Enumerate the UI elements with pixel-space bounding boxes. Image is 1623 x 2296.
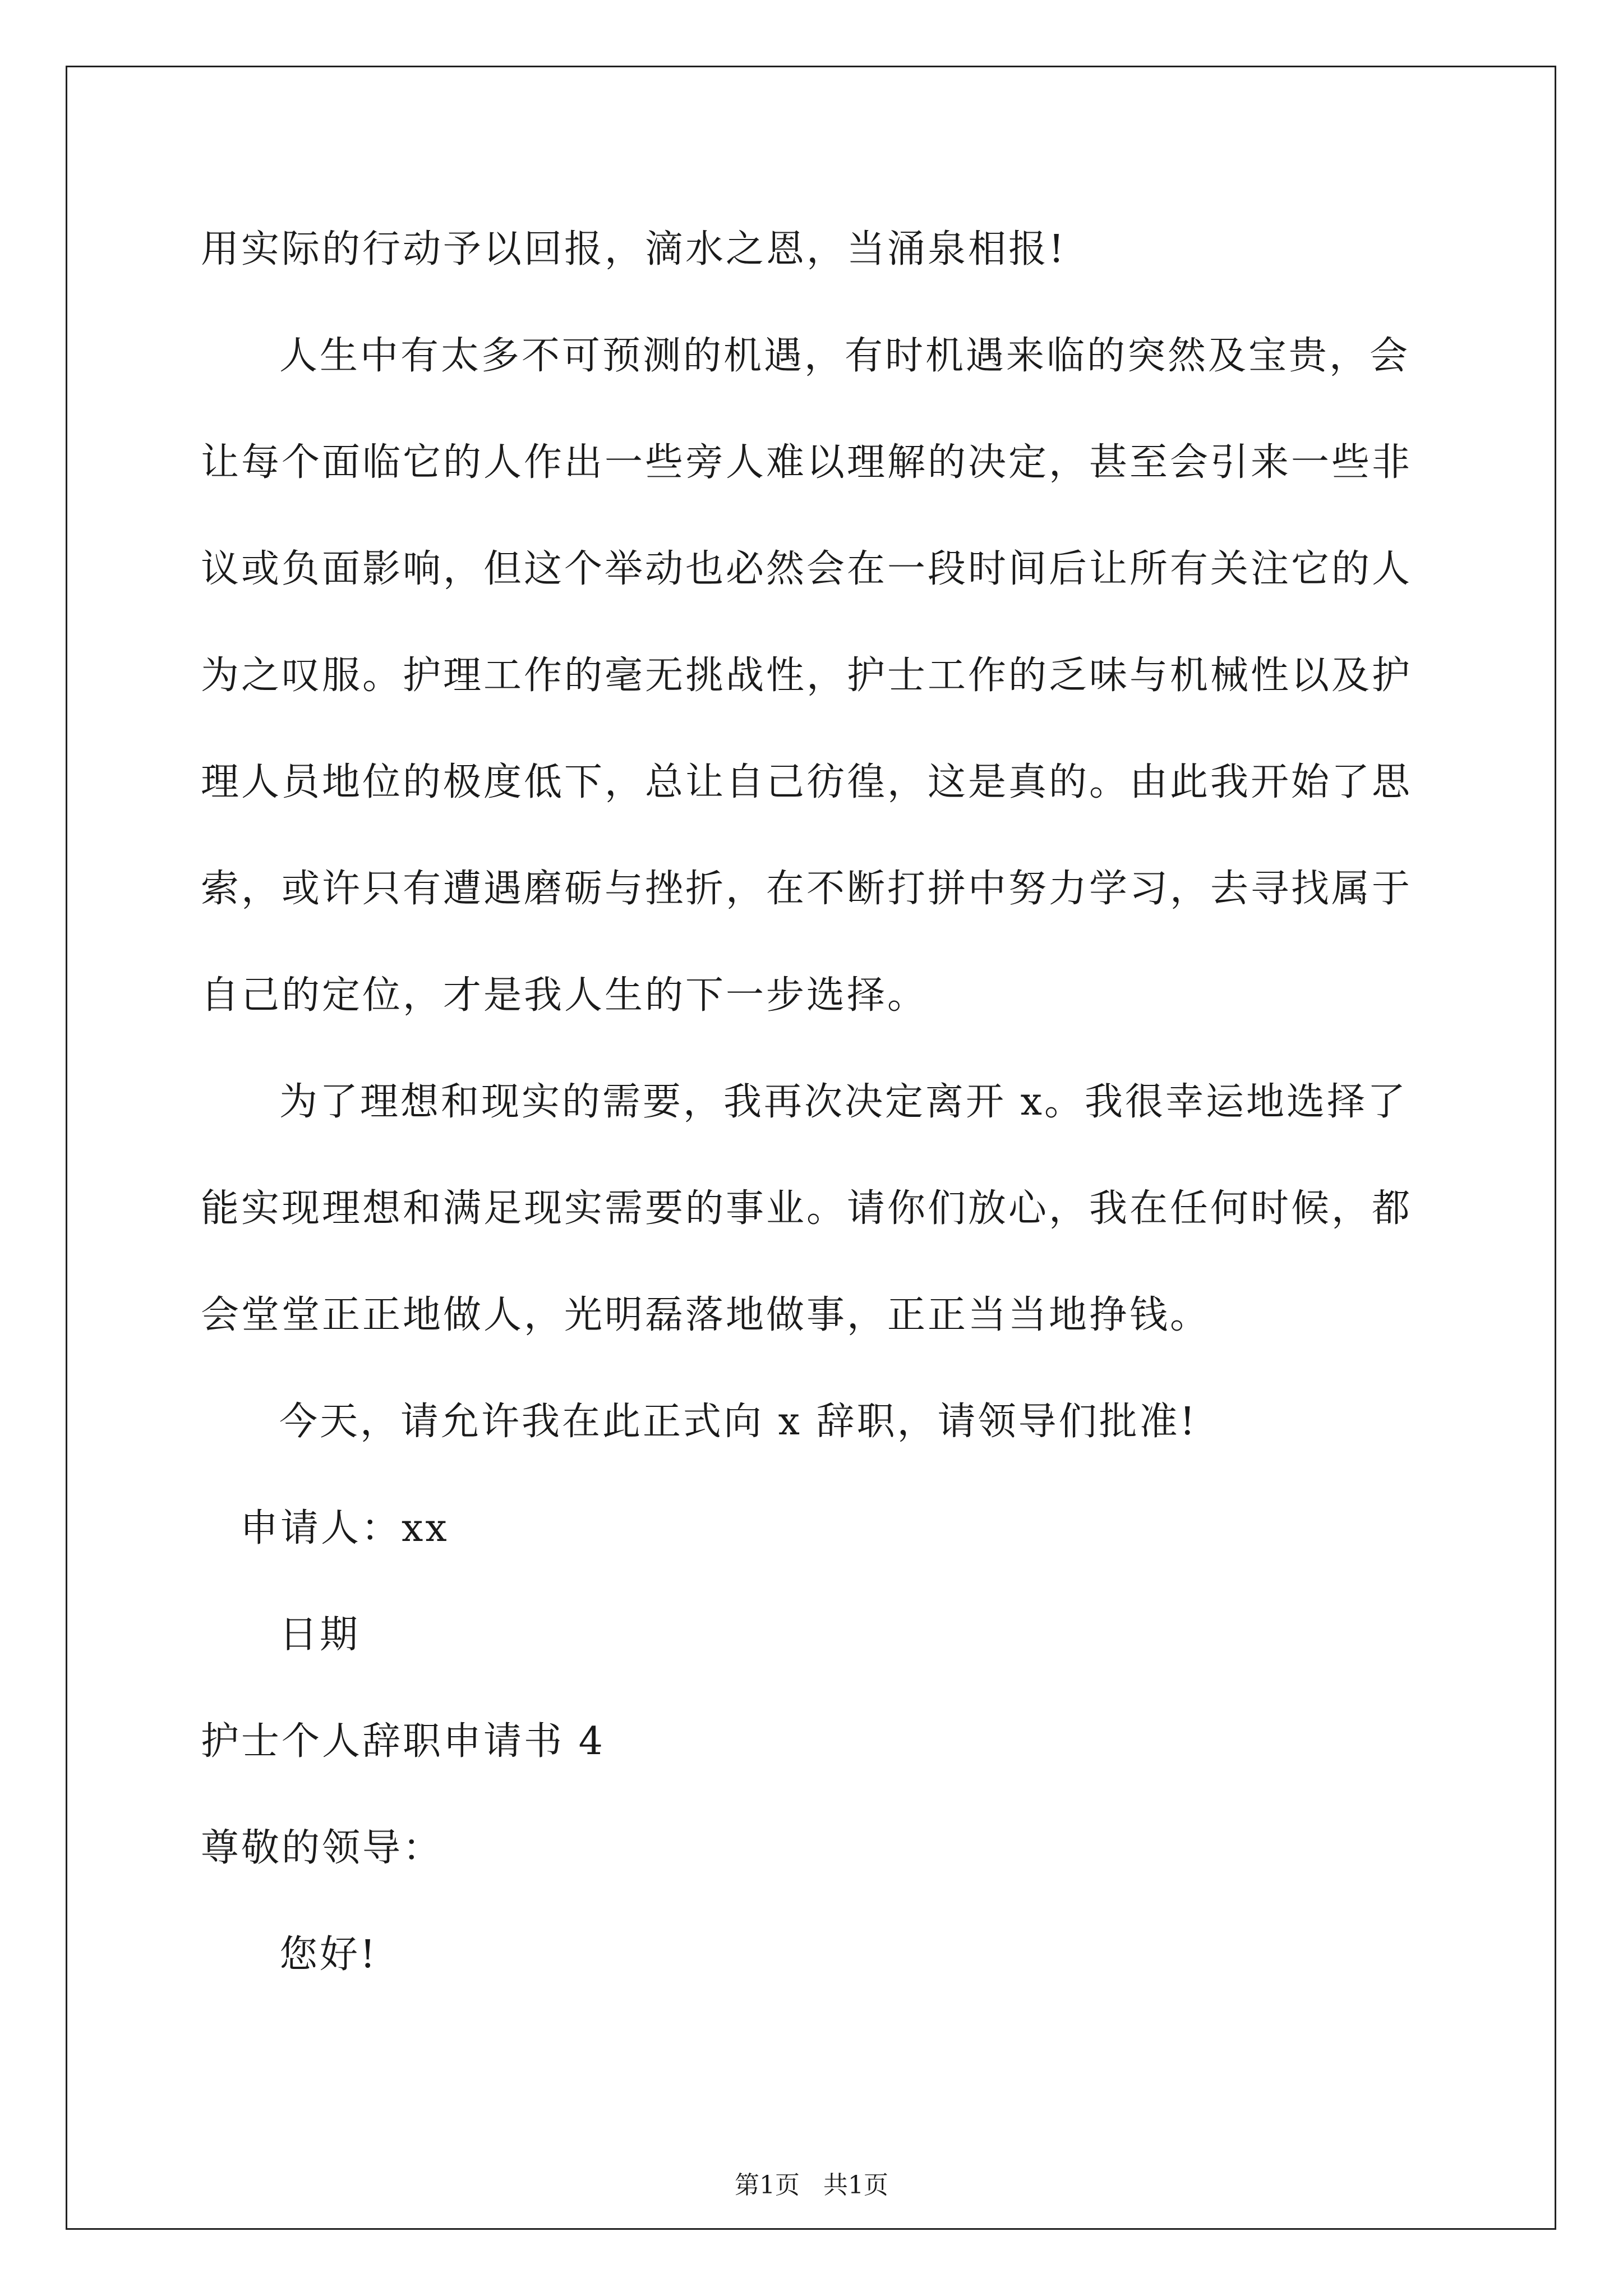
section-title: 护士个人辞职申请书 4 xyxy=(201,1719,605,1764)
paragraph-line: 用实际的行动予以回报，滴水之恩，当涌泉相报! xyxy=(201,227,1067,272)
paragraph-line: 为了理想和现实的需要，我再次决定离开 x。我很幸运地选择了 xyxy=(279,1080,1408,1124)
paragraph-line: 会堂堂正正地做人，光明磊落地做事，正正当当地挣钱。 xyxy=(201,1293,1211,1337)
page-border xyxy=(66,66,1556,2230)
paragraph-line: 让每个面临它的人作出一些旁人难以理解的决定，甚至会引来一些非 xyxy=(201,440,1413,485)
paragraph-line: 为之叹服。护理工作的毫无挑战性，护士工作的乏味与机械性以及护 xyxy=(201,654,1413,698)
paragraph-line: 自己的定位，才是我人生的下一步选择。 xyxy=(201,973,928,1018)
salutation: 尊敬的领导： xyxy=(201,1826,444,1870)
paragraph-line: 人生中有太多不可预测的机遇，有时机遇来临的突然及宝贵，会 xyxy=(279,334,1410,378)
paragraph-line: 理人员地位的极度低下，总让自己彷徨，这是真的。由此我开始了思 xyxy=(201,760,1413,804)
greeting: 您好! xyxy=(279,1932,378,1977)
paragraph-line: 议或负面影响，但这个举动也必然会在一段时间后让所有关注它的人 xyxy=(201,547,1413,591)
applicant-line: 申请人：xx xyxy=(240,1506,449,1550)
page-footer: 第1页 共1页 xyxy=(735,2171,888,2200)
paragraph-line: 今天，请允许我在此正式向 x 辞职，请领导们批准! xyxy=(279,1400,1197,1444)
paragraph-line: 能实现理想和满足现实需要的事业。请你们放心，我在任何时候，都 xyxy=(201,1186,1413,1231)
paragraph-line: 索，或许只有遭遇磨砺与挫折，在不断打拼中努力学习，去寻找属于 xyxy=(201,867,1413,911)
date-line: 日期 xyxy=(279,1613,361,1657)
